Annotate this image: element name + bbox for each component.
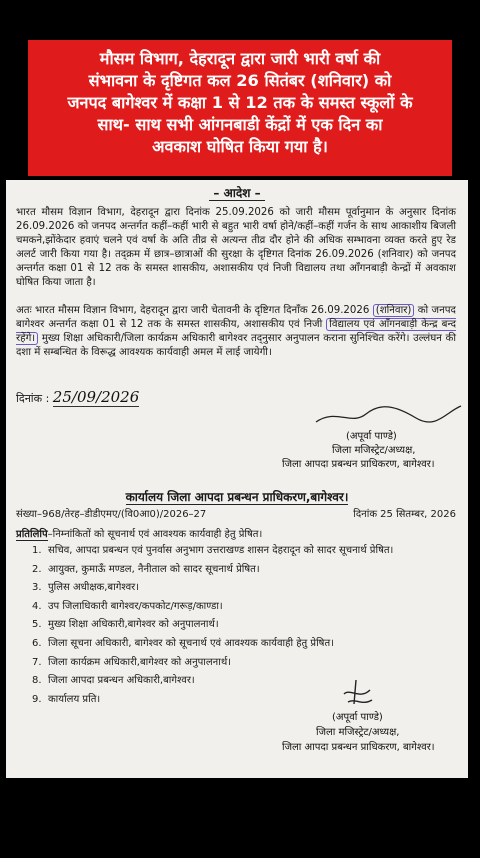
signatory-org: जिला आपदा प्रबन्धन प्राधिकरण, बागेश्वर। xyxy=(282,459,435,470)
office-signatory-block xyxy=(282,710,435,755)
para2-highlight-closure: विद्यालय एवं आँगनबाड़ी केन्द्र बन्द रहेंगे। xyxy=(16,319,456,344)
signatory-name: (अपूर्वा पाण्डे) xyxy=(332,712,383,723)
para2-highlight-day: (शनिवार) xyxy=(373,304,415,317)
official-order-document xyxy=(6,180,468,778)
headline-banner xyxy=(28,40,452,176)
signature-2 xyxy=(336,678,376,708)
copy-text: –निम्नांकितों को सूचनार्थ एवं आवश्यक कार्यवाही हेतु प्रेषित। xyxy=(47,529,263,540)
list-item: 2. आयुक्त, कुमाऊँ मण्डल, नैनीताल को सादर सूचनार्थ प्रेषित। xyxy=(32,563,260,575)
office-heading: कार्यालय जिला आपदा प्रबन्धन प्राधिकरण,बागेश्वर। xyxy=(125,490,349,504)
recipient-list xyxy=(32,542,452,709)
banner-line: जनपद बागेश्वर में कक्षा 1 से 12 तक के समस्त स्कूलों के xyxy=(67,93,413,112)
signatory-org: जिला आपदा प्रबन्धन प्राधिकरण, बागेश्वर। xyxy=(282,742,435,753)
order-signatory-block xyxy=(282,430,435,472)
para2-text-c: मुख्य शिक्षा अधिकारी/जिला कार्यक्रम अधिकारी बागेश्वर तद्नुसार अनुपालन कराना सुनिश्चित करेंगे। उल्लंघन की दशा में सम्बन्धित के विरूद्ध आवश्यक कार्यवाही अमल में लाई जायेगी। xyxy=(16,333,456,358)
list-item: 8. जिला आपदा प्रबन्धन अधिकारी,बागेश्वर। xyxy=(32,675,195,687)
order-heading: – आदेश – xyxy=(6,186,468,200)
copy-to-line xyxy=(16,528,456,542)
list-item: 3. पुलिस अधीक्षक,बागेश्वर। xyxy=(32,582,140,594)
signature-1 xyxy=(306,402,466,428)
banner-line: साथ- साथ सभी आंगनबाडी केंद्रों में एक दिन का xyxy=(97,115,383,134)
signatory-name: (अपूर्वा पाण्डे) xyxy=(346,431,397,442)
reference-line xyxy=(16,508,456,522)
list-item: 5. मुख्य शिक्षा अधिकारी,बागेश्वर को अनुपालनार्थ। xyxy=(32,619,219,631)
copy-label: प्रतिलिपि xyxy=(16,529,48,540)
banner-line: मौसम विभाग, देहरादून द्वारा जारी भारी वर्षा की xyxy=(99,49,381,68)
handwritten-date: 25/09/2026 xyxy=(52,388,140,406)
para2-text-a: अतः भारत मौसम विज्ञान विभाग, देहरादून द्वारा जारी चेतावनी के दृष्टिगत दिनाँक 26.09.2026 xyxy=(16,305,370,316)
list-item: 1. सचिव, आपदा प्रबन्धन एवं पुनर्वास अनुभाग उत्तराखण्ड शासन देहरादून को सादर सूचनार्थ प्रेषित। xyxy=(32,545,394,556)
order-paragraph-1: भारत मौसम विज्ञान विभाग, देहरादून द्वारा दिनांक 25.09.2026 को जारी मौसम पूर्वानुमान के अनुसार दिनांक 26.09.2026 को जनपद अन्तर्गत कहीं–कहीं भारी से बहुत भारी वर्षा होने/कहीं–कहीं गर्जन के साथ आकाशीय बिजली चमकने,झोंकेदार हवाएं चलने एवं वर्षा के अति तीव्र से अत्यन्त तीव्र दौर होने की अधिक सम्भावना व्यक्त करते हुए रेड अलर्ट जारी किया गया है। तद्क्रम में छात्र–छात्राओं की सुरक्षा के दृष्टिगत दिनांक 26.09.2026 (शनिवार) को जनपद अन्तर्गत कक्षा 01 से 12 तक के समस्त शासकीय, अशासकीय एवं निजी विद्यालय तथा आँगनबाड़ी केन्द्रों में अवकाश घोषित किया जाता है। xyxy=(16,207,456,288)
order-date xyxy=(16,390,139,406)
list-item: 7. जिला कार्यक्रम अधिकारी,बागेश्वर को अनुपालनार्थ। xyxy=(32,656,231,668)
list-item: 9. कार्यालय प्रति। xyxy=(32,693,101,705)
banner-line: संभावना के दृष्टिगत कल 26 सितंबर (शनिवार) को xyxy=(88,71,392,90)
reference-date: दिनांक 25 सितम्बर, 2026 xyxy=(353,509,456,520)
list-item: 6. जिला सूचना अधिकारी, बागेश्वर को सूचनार्थ एवं आवश्यक कार्यवाही हेतु प्रेषित। xyxy=(32,637,334,649)
para2-text-b: को जनपद बागेश्वर अन्तर्गत कक्षा 01 से 12 तक के समस्त शासकीय, अशासकीय एवं निजी xyxy=(16,305,456,330)
signatory-title: जिला मजिस्ट्रेट/अध्यक्ष, xyxy=(332,445,416,456)
order-paragraph-2 xyxy=(16,304,456,360)
signatory-title: जिला मजिस्ट्रेट/अध्यक्ष, xyxy=(316,727,400,738)
date-label: दिनांक : xyxy=(16,392,50,405)
list-item: 4. उप जिलाधिकारी बागेश्वर/कपकोट/गरूड़/काण्डा। xyxy=(32,600,223,612)
reference-number: संख्या–968/तेरह–डीडीएमए/(वि0आ0)/2026–27 xyxy=(16,509,207,520)
banner-line: अवकाश घोषित किया गया है। xyxy=(152,137,328,156)
